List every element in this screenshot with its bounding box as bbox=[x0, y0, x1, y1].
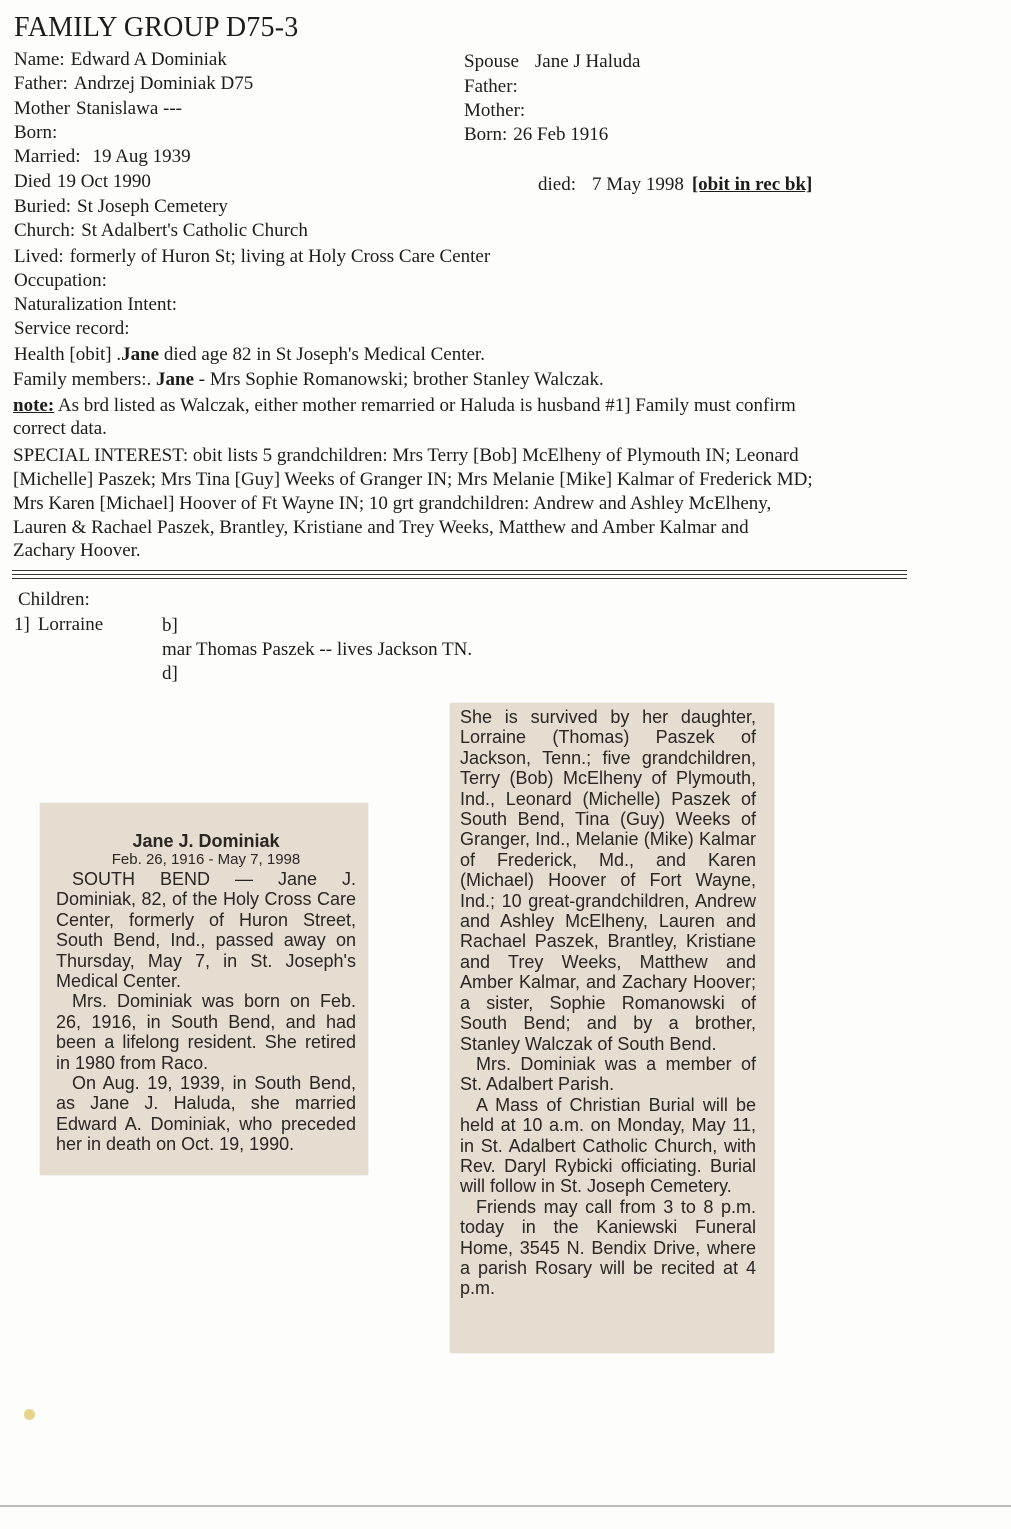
health-row bbox=[14, 343, 485, 367]
church-value: St Adalbert's Catholic Church bbox=[81, 220, 308, 241]
health-prefix: Health [obit] . bbox=[14, 344, 122, 365]
born-row bbox=[14, 121, 57, 145]
clipping-left-paragraph: Mrs. Dominiak was born on Feb. 26, 1916, in South Bend, and had been a lifelong resident. She retired in 1980 from Raco. bbox=[56, 991, 356, 1073]
special-line1: SPECIAL INTEREST: obit lists 5 grandchildren: Mrs Terry [Bob] McElheny of Plymouth IN; Leonard bbox=[13, 445, 799, 466]
special-line3: Mrs Karen [Michael] Hoover of Ft Wayne IN; 10 grt grandchildren: Andrew and Ashley McElheny, bbox=[13, 493, 772, 514]
clipping-right-body bbox=[450, 703, 774, 1299]
lived-row bbox=[14, 245, 490, 269]
church-row bbox=[14, 219, 308, 243]
name-label: Name: bbox=[14, 49, 65, 70]
mother-label: Mother bbox=[14, 98, 70, 119]
family-prefix: Family members:. bbox=[13, 369, 157, 390]
service-row bbox=[14, 317, 130, 341]
spouse-father-row bbox=[464, 75, 518, 99]
clipping-right-paragraph: Friends may call from 3 to 8 p.m. today in the Kaniewski Funeral Home, 3545 N. Bendix Drive, where a parish Rosary will be recited at 4 p.m. bbox=[460, 1196, 756, 1299]
died-value: 19 Oct 1990 bbox=[56, 171, 151, 192]
page-title: FAMILY GROUP D75-3 bbox=[14, 12, 299, 43]
obituary-title: Jane J. Dominiak bbox=[132, 831, 280, 851]
name-row bbox=[14, 48, 227, 72]
child-married: mar Thomas Paszek -- lives Jackson TN. bbox=[162, 639, 473, 660]
special-line2: [Michelle] Paszek; Mrs Tina [Guy] Weeks of Granger IN; Mrs Melanie [Mike] Kalmar of Frederick MD; bbox=[13, 469, 813, 490]
buried-row bbox=[14, 195, 228, 219]
note-row bbox=[13, 394, 796, 418]
lived-value: formerly of Huron St; living at Holy Cross Care Center bbox=[69, 246, 491, 267]
health-text: died age 82 in St Joseph's Medical Center. bbox=[159, 344, 485, 365]
page-bottom-edge bbox=[0, 1505, 1011, 1507]
child-name: Lorraine bbox=[37, 614, 104, 635]
married-label: Married: bbox=[14, 146, 81, 167]
spouse-value: Jane J Haluda bbox=[534, 51, 641, 72]
note-label: note: bbox=[13, 395, 55, 416]
special-line5: Zachary Hoover. bbox=[13, 540, 141, 561]
mother-value: Stanislawa --- bbox=[75, 98, 182, 119]
father-value: Andrzej Dominiak D75 bbox=[73, 73, 254, 94]
spouse-died-value: 7 May 1998 bbox=[592, 174, 684, 195]
spouse-born-label: Born: bbox=[464, 124, 508, 145]
naturalization-label: Naturalization Intent: bbox=[14, 294, 178, 315]
died-label: Died bbox=[14, 171, 51, 192]
child-died-label: d] bbox=[162, 663, 178, 684]
double-divider bbox=[12, 570, 907, 582]
clipping-left-paragraph: SOUTH BEND — Jane J. Dominiak, 82, of the Holy Cross Care Center, formerly of Huron Street, South Bend, Ind., passed away on Thursday, May 7, in St. Joseph's Medical Center. bbox=[56, 869, 356, 992]
spouse-died-label: died: bbox=[538, 174, 576, 195]
born-label: Born: bbox=[14, 122, 58, 143]
service-label: Service record: bbox=[14, 318, 130, 339]
church-label: Church: bbox=[14, 220, 76, 241]
spouse-died-row bbox=[538, 173, 812, 197]
spouse-mother-row bbox=[464, 99, 525, 123]
child-born-label: b] bbox=[162, 615, 178, 636]
died-row bbox=[14, 170, 151, 194]
name-value: Edward A Dominiak bbox=[70, 49, 227, 70]
mother-row bbox=[14, 97, 182, 121]
clipping-left-paragraph: On Aug. 19, 1939, in South Bend, as Jane J. Haluda, she married Edward A. Dominiak, who preceded her in death on Oct. 19, 1990. bbox=[56, 1073, 356, 1155]
father-label: Father: bbox=[14, 73, 68, 94]
child-row bbox=[14, 613, 103, 637]
clipping-left-body bbox=[40, 803, 368, 1155]
family-name: Jane bbox=[156, 369, 195, 390]
spouse-born-value: 26 Feb 1916 bbox=[513, 124, 609, 145]
married-row bbox=[14, 145, 191, 169]
health-name: Jane bbox=[121, 344, 160, 365]
note-line1: As brd listed as Walczak, either mother remarried or Haluda is husband #1] Family must confirm bbox=[54, 395, 796, 416]
spouse-father-label: Father: bbox=[464, 76, 518, 97]
obituary-clipping-right bbox=[450, 703, 774, 1353]
obituary-dates: Feb. 26, 1916 - May 7, 1998 bbox=[111, 851, 301, 868]
occupation-row bbox=[14, 269, 107, 293]
special-line4: Lauren & Rachael Paszek, Brantley, Kristiane and Trey Weeks, Matthew and Amber Kalmar and bbox=[13, 517, 749, 538]
obituary-clipping-left bbox=[40, 803, 368, 1175]
children-label: Children: bbox=[18, 589, 90, 610]
buried-value: St Joseph Cemetery bbox=[77, 196, 228, 217]
naturalization-row bbox=[14, 293, 177, 317]
spouse-row bbox=[464, 50, 640, 74]
buried-label: Buried: bbox=[14, 196, 71, 217]
spouse-mother-label: Mother: bbox=[464, 100, 526, 121]
family-row bbox=[13, 368, 604, 392]
note-line2: correct data. bbox=[13, 418, 107, 439]
clipping-right-paragraph: Mrs. Dominiak was a member of St. Adalbert Parish. bbox=[460, 1053, 756, 1095]
lived-label: Lived: bbox=[14, 246, 64, 267]
occupation-label: Occupation: bbox=[14, 270, 107, 291]
obit-note: [obit in rec bk] bbox=[691, 174, 813, 195]
father-row bbox=[14, 72, 253, 96]
spouse-label: Spouse bbox=[464, 51, 519, 72]
paper-speck bbox=[24, 1409, 35, 1420]
family-text: - Mrs Sophie Romanowski; brother Stanley Walczak. bbox=[194, 369, 604, 390]
child-number: 1] bbox=[14, 614, 30, 635]
spouse-born-row bbox=[464, 123, 608, 147]
married-value: 19 Aug 1939 bbox=[92, 146, 191, 167]
clipping-right-paragraph: A Mass of Christian Burial will be held at 10 a.m. on Monday, May 11, in St. Adalbert Catholic Church, with Rev. Daryl Rybicki officiating. Burial will follow in St. Joseph Cemetery. bbox=[460, 1094, 756, 1197]
clipping-right-paragraph: She is survived by her daughter, Lorraine (Thomas) Paszek of Jackson, Tenn.; five grandchildren, Terry (Bob) McElheny of Plymouth, Ind., Leonard (Michelle) Paszek of South Bend, Tina (Guy) Weeks of Granger, Ind., Melanie (Mike) Kalmar of Frederick, Md., and Karen (Michael) Hoover of Fort Wayne, Ind.; 10 great-grandchildren, Andrew and Ashley McElheny, Lauren and Rachael Paszek, Brantley, Kristiane and Trey Weeks, Matthew and Amber Kalmar, and Zachary Hoover; a sister, Sophie Romanowski of South Bend; and by a brother, Stanley Walczak of South Bend. bbox=[460, 707, 756, 1054]
